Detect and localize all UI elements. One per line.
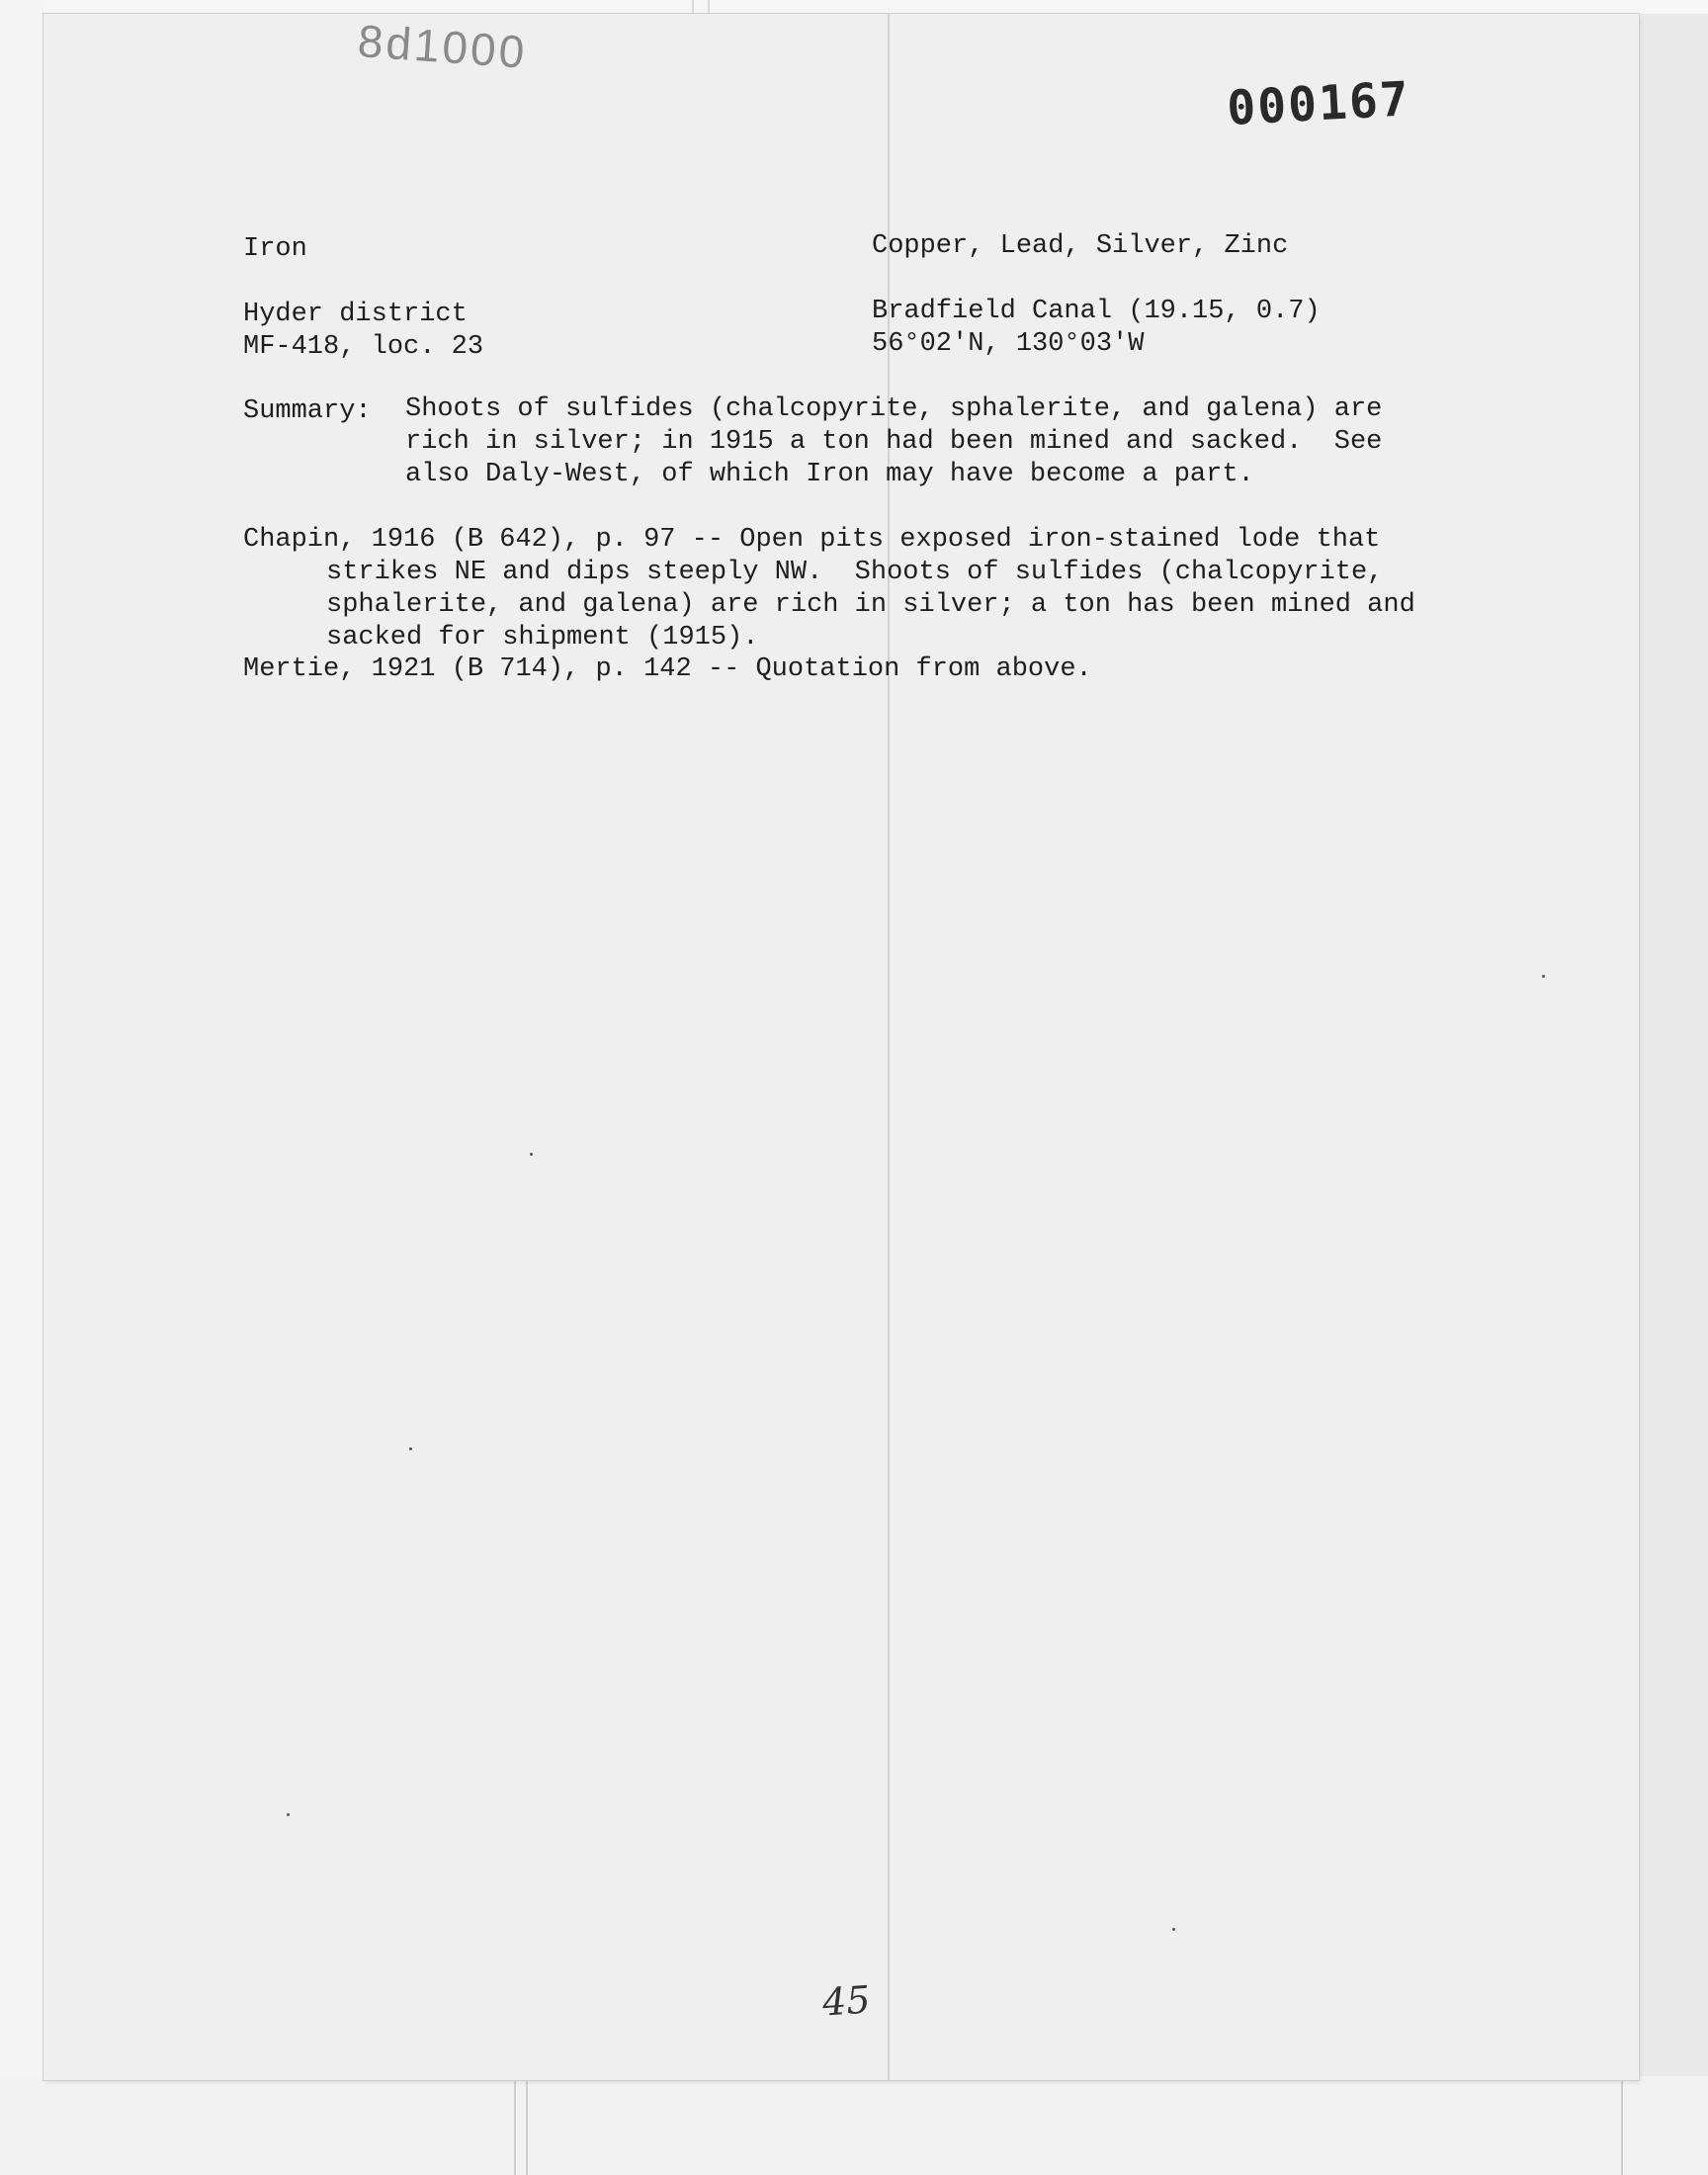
summary-line: also Daly-West, of which Iron may have become a part. (405, 460, 1254, 489)
scan-speck (287, 1813, 290, 1816)
archive-stamp-top-left: 8d1000 (356, 14, 530, 78)
district: Hyder district (243, 300, 468, 329)
scan-speck (1542, 975, 1545, 978)
reference-line: sphalerite, and galena) are rich in silver; a ton has been mined and (326, 590, 1415, 620)
quadrangle: Bradfield Canal (19.15, 0.7) (872, 297, 1321, 326)
commodities: Copper, Lead, Silver, Zinc (872, 231, 1289, 261)
scan-mark (708, 0, 710, 14)
scan-speck (530, 1153, 533, 1156)
coordinates: 56°02'N, 130°03'W (872, 329, 1145, 359)
summary-line: Shoots of sulfides (chalcopyrite, sphalerite, and galena) are (405, 394, 1383, 424)
scan-mark (692, 0, 694, 14)
scan-speck (409, 1447, 412, 1450)
reference-line: sacked for shipment (1915). (326, 623, 759, 652)
reference-line: Chapin, 1916 (B 642), p. 97 -- Open pits exposed iron-stained lode that (243, 525, 1381, 555)
page-number: 45 (820, 1977, 872, 2025)
scan-border-top (0, 0, 1708, 14)
summary-label: Summary: (243, 396, 372, 426)
scan-mark (1621, 2076, 1623, 2175)
summary-line: rich in silver; in 1915 a ton had been mined and sacked. See (405, 427, 1383, 457)
reference-line: strikes NE and dips steeply NW. Shoots of sulfides (chalcopyrite, (326, 558, 1384, 587)
map-reference: MF-418, loc. 23 (243, 332, 484, 362)
archive-stamp-top-right: 000167 (1226, 71, 1412, 136)
scan-mark (526, 2076, 528, 2175)
scan-border-left (0, 0, 43, 2175)
scan-border-bottom (0, 2076, 1708, 2175)
scan-speck (1172, 1928, 1175, 1931)
scan-mark (514, 2076, 516, 2175)
reference-line: Mertie, 1921 (B 714), p. 142 -- Quotation from above. (243, 654, 1092, 684)
prospect-name: Iron (243, 234, 307, 264)
